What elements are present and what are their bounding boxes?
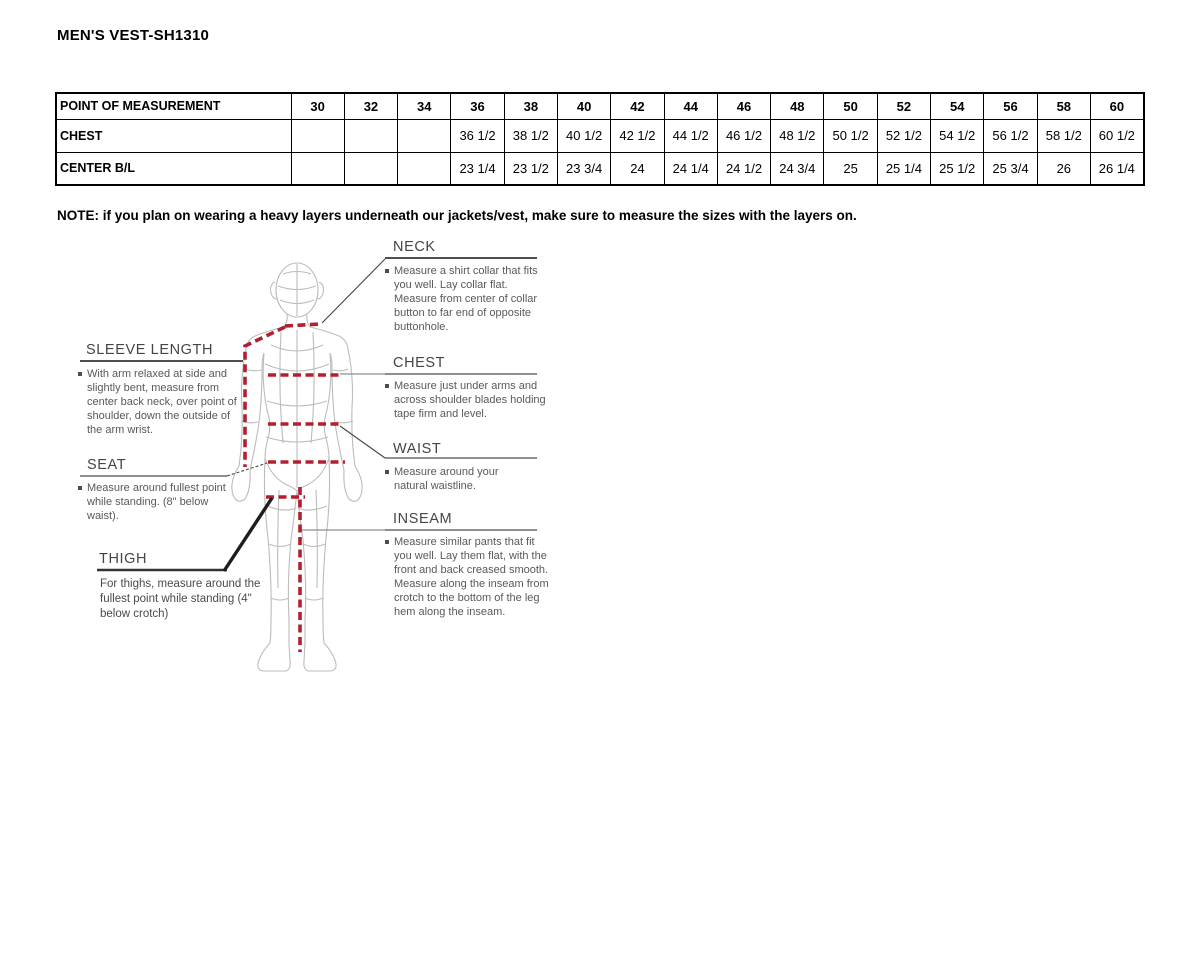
col-header-size: 58 — [1037, 93, 1090, 119]
bullet-icon — [385, 384, 389, 388]
size-table — [55, 92, 1145, 186]
size-value-cell: 38 1/2 — [504, 119, 557, 152]
col-header-size: 42 — [611, 93, 664, 119]
waist-description: Measure around your natural waistline. — [385, 465, 535, 493]
size-value-cell: 58 1/2 — [1037, 119, 1090, 152]
size-value-cell — [344, 119, 397, 152]
table-row — [56, 152, 1144, 185]
size-value-cell — [398, 152, 451, 185]
bullet-icon — [385, 269, 389, 273]
bullet-icon — [385, 540, 389, 544]
col-header-size: 50 — [824, 93, 877, 119]
seat-heading: SEAT — [87, 457, 127, 473]
size-value-cell: 23 1/4 — [451, 152, 504, 185]
size-value-cell — [291, 152, 344, 185]
size-value-cell: 24 3/4 — [771, 152, 824, 185]
size-table-body — [56, 93, 1144, 185]
col-header-size: 46 — [717, 93, 770, 119]
size-value-cell: 25 1/4 — [877, 152, 930, 185]
waist-connector-line — [340, 426, 385, 458]
neck-measure-line — [285, 324, 320, 326]
size-value-cell — [344, 152, 397, 185]
seat-description: Measure around fullest point while standing. (8" below waist). — [78, 481, 228, 523]
bullet-icon — [78, 486, 82, 490]
sleeve-length-description: With arm relaxed at side and slightly bent, measure from center back neck, over point of shoulder, down the outside of the arm wrist. — [78, 367, 246, 437]
size-value-cell: 36 1/2 — [451, 119, 504, 152]
size-value-cell: 56 1/2 — [984, 119, 1037, 152]
col-header-size: 36 — [451, 93, 504, 119]
size-value-cell: 42 1/2 — [611, 119, 664, 152]
measurement-diagram — [75, 238, 549, 698]
table-header-row — [56, 93, 1144, 119]
inseam-description: Measure similar pants that fit you well. Lay them flat, with the front and back creased smooth. Measure along the inseam from crotch to the bottom of the leg hem along the inseam. — [385, 535, 553, 619]
row-label: CHEST — [56, 119, 291, 152]
table-row — [56, 119, 1144, 152]
chest-description: Measure just under arms and across shoulder blades holding tape firm and level. — [385, 379, 549, 421]
thigh-description: For thighs, measure around the fullest point while standing (4" below crotch) — [100, 578, 261, 621]
seat-connector-line — [227, 463, 267, 476]
size-value-cell — [291, 119, 344, 152]
col-header-size: 56 — [984, 93, 1037, 119]
page-title: MEN'S VEST-SH1310 — [57, 27, 210, 44]
row-label: CENTER B/L — [56, 152, 291, 185]
sleeve-length-heading: SLEEVE LENGTH — [86, 342, 214, 358]
col-header-size: 34 — [398, 93, 451, 119]
inseam-heading: INSEAM — [393, 511, 453, 527]
thigh-connector-line — [224, 498, 272, 571]
size-value-cell: 48 1/2 — [771, 119, 824, 152]
size-value-cell: 25 — [824, 152, 877, 185]
neck-description: Measure a shirt collar that fits you well. Lay collar flat. Measure from center of collar button to far end of opposite buttonhole. — [385, 264, 549, 334]
col-header-size: 48 — [771, 93, 824, 119]
size-value-cell: 50 1/2 — [824, 119, 877, 152]
bullet-icon — [78, 372, 82, 376]
size-value-cell: 54 1/2 — [931, 119, 984, 152]
note-text: NOTE: if you plan on wearing a heavy layers underneath our jackets/vest, make sure to measure the sizes with the layers on. — [57, 208, 857, 223]
thigh-heading: THIGH — [99, 551, 148, 567]
col-header-size: 52 — [877, 93, 930, 119]
neck-connector-line — [322, 259, 385, 323]
chest-heading: CHEST — [393, 355, 446, 371]
col-header-size: 54 — [931, 93, 984, 119]
waist-heading: WAIST — [393, 441, 442, 457]
neck-heading: NECK — [393, 239, 436, 255]
col-header-size: 32 — [344, 93, 397, 119]
size-value-cell: 24 1/4 — [664, 152, 717, 185]
size-value-cell: 44 1/2 — [664, 119, 717, 152]
size-value-cell: 25 3/4 — [984, 152, 1037, 185]
size-value-cell: 23 3/4 — [557, 152, 610, 185]
bullet-icon — [385, 470, 389, 474]
col-header-size: 60 — [1090, 93, 1143, 119]
size-value-cell: 23 1/2 — [504, 152, 557, 185]
size-value-cell: 25 1/2 — [931, 152, 984, 185]
size-value-cell: 46 1/2 — [717, 119, 770, 152]
size-value-cell: 60 1/2 — [1090, 119, 1143, 152]
col-header-size: 38 — [504, 93, 557, 119]
col-header-point-of-measurement: POINT OF MEASUREMENT — [56, 93, 291, 119]
size-value-cell: 52 1/2 — [877, 119, 930, 152]
size-value-cell: 26 1/4 — [1090, 152, 1143, 185]
size-value-cell: 24 1/2 — [717, 152, 770, 185]
size-value-cell: 40 1/2 — [557, 119, 610, 152]
size-value-cell: 24 — [611, 152, 664, 185]
col-header-size: 44 — [664, 93, 717, 119]
size-value-cell: 26 — [1037, 152, 1090, 185]
col-header-size: 40 — [557, 93, 610, 119]
size-value-cell — [398, 119, 451, 152]
col-header-size: 30 — [291, 93, 344, 119]
